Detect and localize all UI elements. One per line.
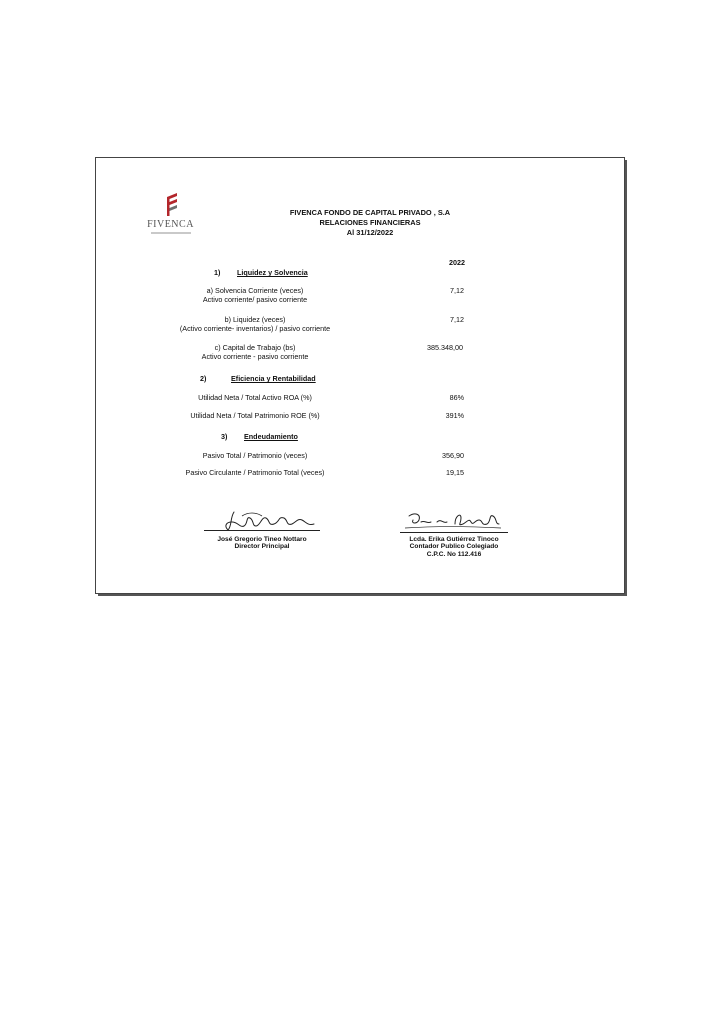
handwritten-signature-director: [222, 508, 322, 532]
company-logo: [143, 193, 198, 238]
signature-line: [400, 532, 508, 533]
ratio-label: Pasivo Total / Patrimonio (veces): [202, 451, 308, 460]
ratio-sublabel: Activo corriente/ pasivo corriente: [202, 295, 308, 304]
ratio-value: 7,12: [450, 286, 464, 295]
ratio-value: 7,12: [450, 315, 464, 324]
director-role: Director Principal: [234, 543, 290, 550]
section-2-title: Eficiencia y Rentabilidad: [231, 374, 316, 383]
section-3-title: Endeudamiento: [244, 432, 298, 441]
ratio-label: Pasivo Circulante / Patrimonio Total (veces): [185, 468, 325, 477]
ratio-label: Utilidad Neta / Total Patrimonio ROE (%): [190, 411, 320, 420]
logo-tagline-bar: [151, 232, 191, 234]
signature-line: [204, 530, 320, 531]
handwritten-signature-accountant: [405, 510, 505, 532]
accountant-name: Lcda. Erika Gutiérrez Tinoco: [409, 536, 499, 543]
report-date: Al 31/12/2022: [346, 228, 394, 237]
ratio-sublabel: Activo corriente - pasivo corriente: [201, 352, 309, 361]
ratio-value: 86%: [449, 393, 464, 402]
accountant-role: Contador Publico Colegiado: [409, 543, 499, 550]
ratio-label: c) Capital de Trabajo (bs): [214, 343, 296, 352]
accountant-license: C.P.C. No 112.416: [426, 551, 482, 558]
ratio-value: 391%: [445, 411, 464, 420]
year-column-header: 2022: [449, 258, 465, 267]
ratio-value: 356,90: [442, 451, 464, 460]
section-3-number: 3): [221, 432, 228, 441]
logo-wordmark: FIVENCA: [147, 219, 194, 230]
director-name: José Gregorio Tineo Nottaro: [217, 536, 307, 543]
ratio-label: a) Solvencia Corriente (veces): [206, 286, 304, 295]
company-name: FIVENCA FONDO DE CAPITAL PRIVADO , S.A: [289, 208, 451, 217]
ratio-value: 19,15: [446, 468, 464, 477]
ratio-value: 385.348,00: [427, 343, 463, 352]
logo-mark-icon: [165, 193, 179, 217]
ratio-sublabel: (Activo corriente- inventarios) / pasivo corriente: [179, 324, 331, 333]
section-1-title: Liquidez y Solvencia: [237, 268, 308, 277]
ratio-label: Utilidad Neta / Total Activo ROA (%): [198, 393, 312, 402]
section-2-number: 2): [200, 374, 207, 383]
report-title: RELACIONES FINANCIERAS: [319, 218, 421, 227]
section-1-number: 1): [214, 268, 221, 277]
ratio-label: b) Liquidez (veces): [224, 315, 286, 324]
